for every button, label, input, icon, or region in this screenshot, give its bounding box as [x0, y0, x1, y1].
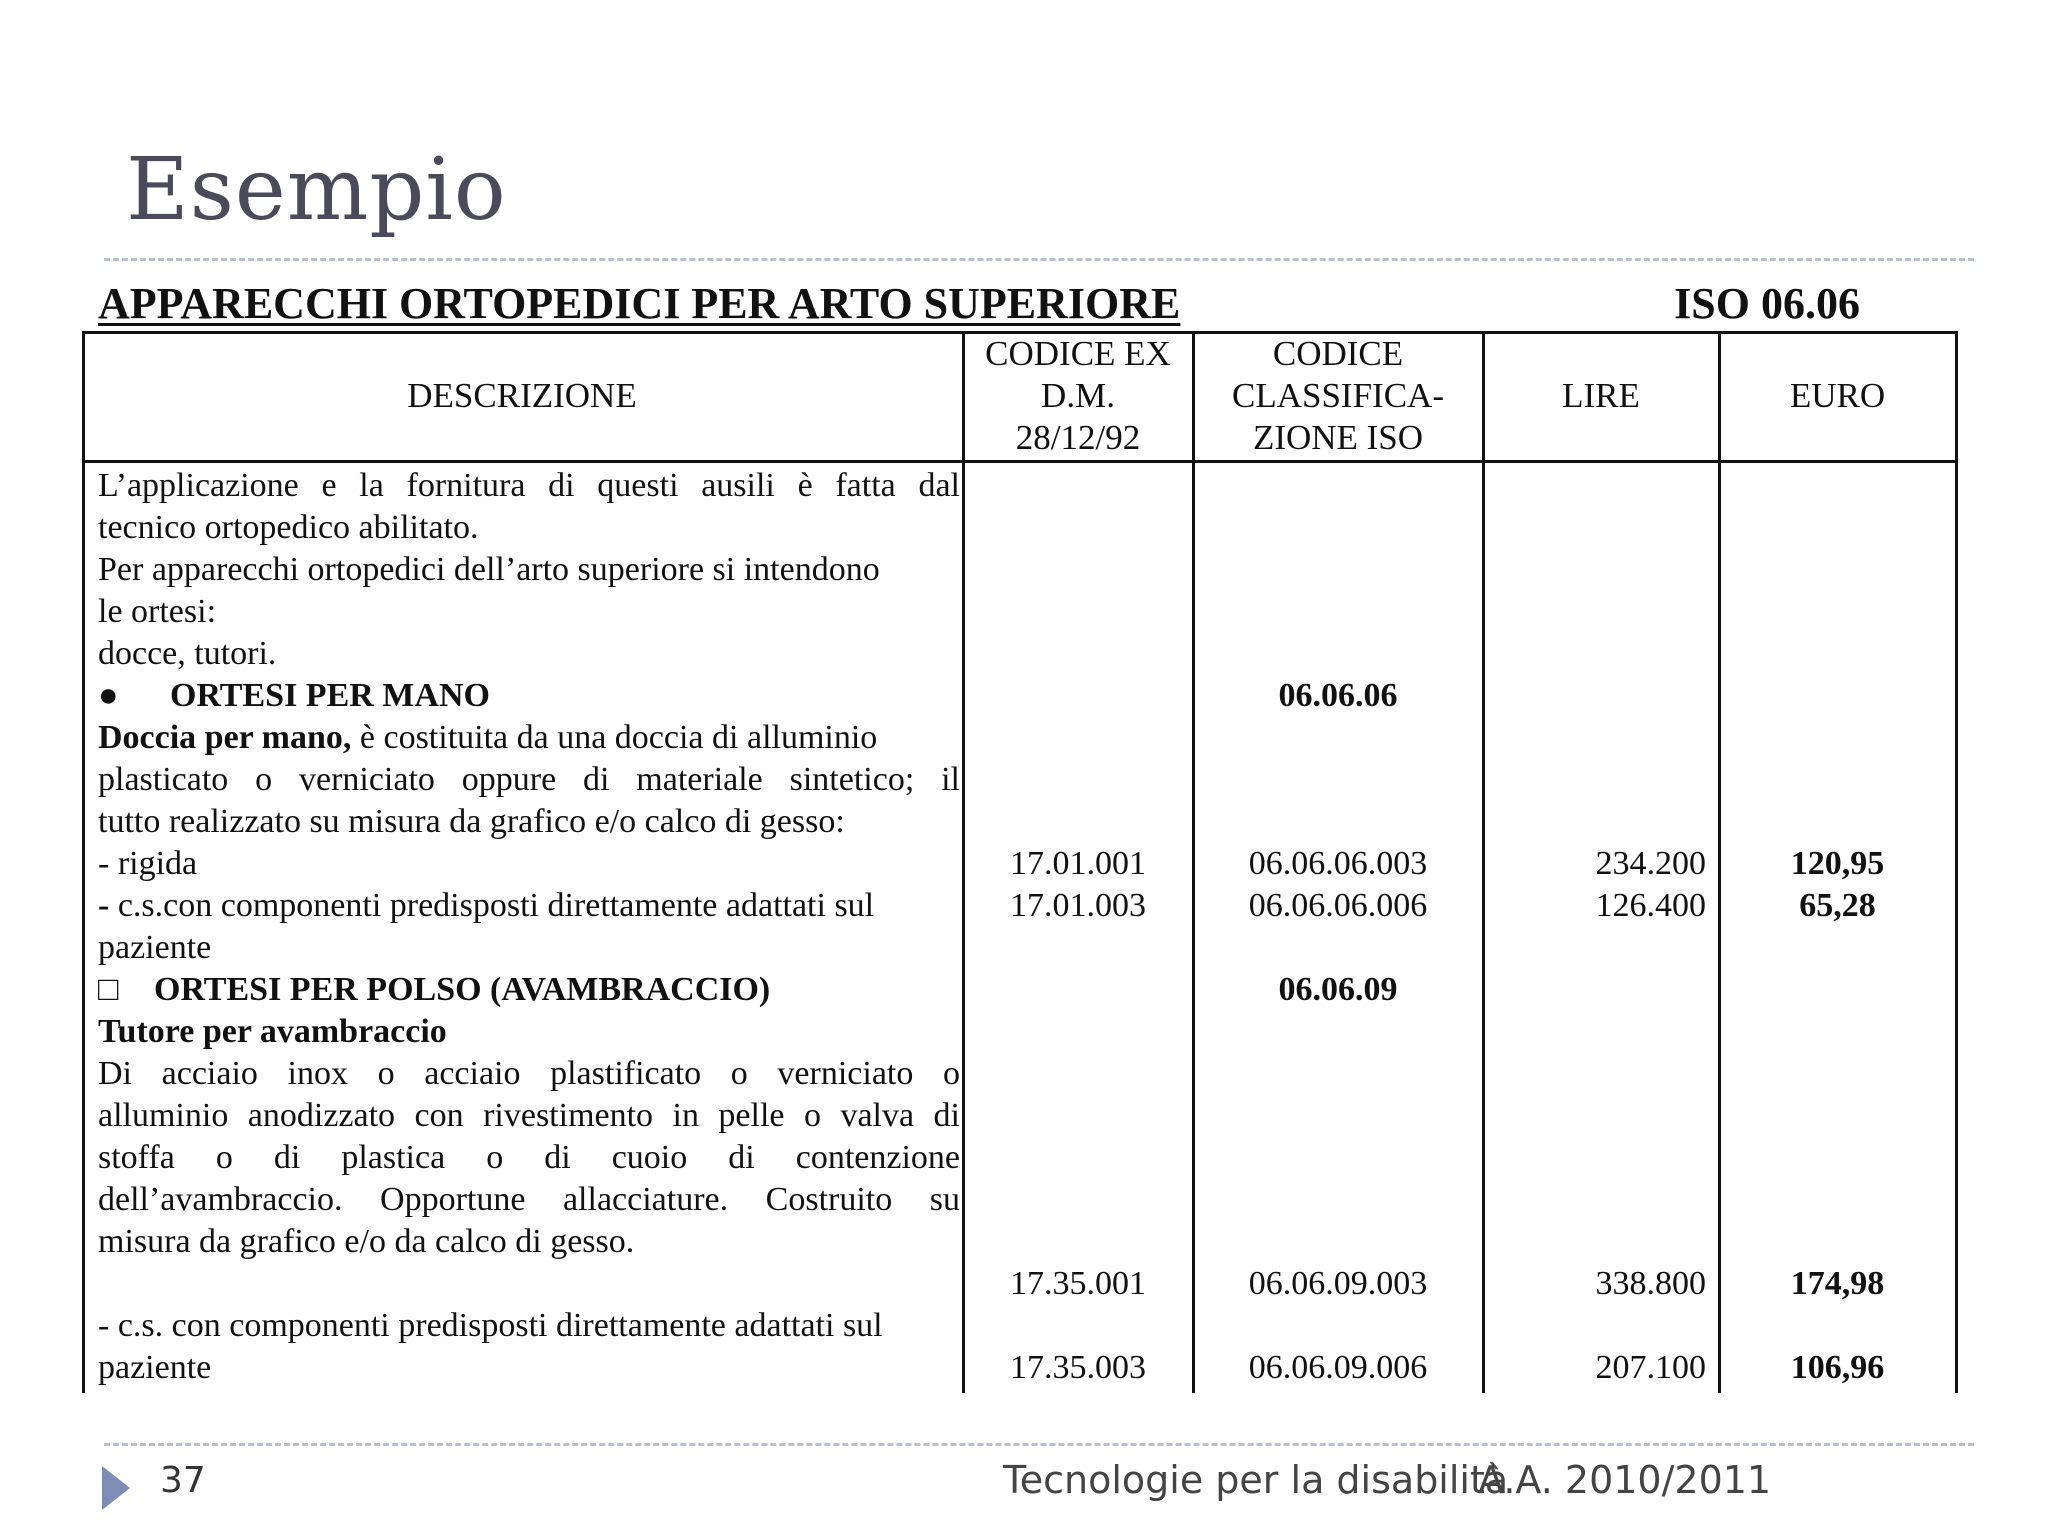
cell-codice-iso: 06.06.09.006	[1248, 1349, 1428, 1386]
row-cs-desc-cont: paziente	[98, 929, 212, 966]
price-table	[82, 331, 1958, 1393]
heading-text: APPARECCHI ORTOPEDICI PER ARTO SUPERIORE	[98, 279, 1181, 328]
intro-line: le ortesi:	[98, 593, 217, 630]
cell-codice-iso: 06.06.06.006	[1248, 887, 1428, 924]
table-border-left	[82, 331, 85, 1393]
row-cs2-desc: - c.s. con componenti predisposti direttamente adattati sul	[98, 1307, 883, 1344]
header-lire: LIRE	[1562, 376, 1640, 415]
doccia-line: tutto realizzato su misura da grafico e/o calco di gesso:	[98, 803, 845, 840]
row-rigida-desc: - rigida	[98, 845, 198, 882]
checkbox-bullet-icon: □	[98, 971, 119, 1008]
cell-codice-ex: 17.01.001	[1010, 845, 1146, 882]
play-arrow-icon	[102, 1466, 130, 1510]
section1-iso: 06.06.06	[1278, 677, 1398, 714]
table-border-right	[1955, 331, 1958, 1393]
cell-euro: 65,28	[1799, 887, 1876, 924]
cell-euro: 174,98	[1790, 1265, 1885, 1302]
tutore-line: stoffa o di plastica o di cuoio di contenzione	[98, 1139, 960, 1176]
dash: -	[98, 887, 110, 924]
section-ortesi-mano	[98, 675, 960, 717]
doccia-line	[98, 717, 960, 759]
tutore-line: dell’avambraccio. Opportune allacciature. Costruito su	[98, 1181, 960, 1218]
header-line: 28/12/92	[1015, 418, 1141, 457]
bullet-icon: ●	[98, 677, 119, 714]
header-line: CODICE EX	[985, 334, 1171, 373]
header-line: ZIONE ISO	[1252, 418, 1424, 457]
doccia-lead: Doccia per mano,	[98, 719, 352, 756]
title-divider	[104, 258, 1974, 261]
doccia-line: plasticato o verniciato oppure di materiale sintetico; il	[98, 761, 960, 798]
tutore-line: alluminio anodizzato con rivestimento in pelle o valva di	[98, 1097, 960, 1134]
slide-title: Esempio	[126, 140, 507, 240]
row-cs-text: c.s.con componenti predisposti direttamente adattati sul	[109, 887, 875, 924]
header-line: D.M.	[1041, 376, 1115, 415]
cell-lire: 126.400	[1595, 887, 1706, 924]
intro-line: tecnico ortopedico abilitato.	[98, 509, 479, 546]
header-line: CODICE	[1272, 334, 1404, 373]
tutore-title: Tutore per avambraccio	[98, 1013, 447, 1050]
doccia-rest: è costituita da una doccia di alluminio	[351, 719, 878, 756]
blank-line	[98, 1263, 960, 1305]
description-column	[98, 465, 960, 1389]
header-euro: EURO	[1789, 376, 1886, 415]
page-number: 37	[160, 1460, 206, 1501]
intro-line: Per apparecchi ortopedici dell’arto superiore si intendono	[98, 551, 880, 588]
heading-iso-code: ISO 06.06	[1674, 279, 1860, 328]
cell-lire: 338.800	[1595, 1265, 1706, 1302]
section-title: ORTESI PER MANO	[170, 677, 490, 714]
footer-divider	[104, 1443, 1974, 1446]
course-name: Tecnologie per la disabilità	[1003, 1458, 1509, 1502]
cell-codice-iso: 06.06.06.003	[1248, 845, 1428, 882]
document-heading	[98, 278, 1860, 329]
section-title: ORTESI PER POLSO (AVAMBRACCIO)	[154, 971, 771, 1008]
cell-euro: 106,96	[1790, 1349, 1885, 1386]
cell-lire: 207.100	[1595, 1349, 1706, 1386]
table-header-divider	[82, 460, 1958, 463]
header-codice-iso	[1194, 333, 1482, 459]
tutore-line: Di acciaio inox o acciaio plastificato o verniciato o	[98, 1055, 960, 1092]
cell-euro: 120,95	[1790, 845, 1885, 882]
cell-codice-ex: 17.01.003	[1010, 887, 1146, 924]
section2-iso: 06.06.09	[1278, 971, 1398, 1008]
row-cs-desc	[98, 885, 960, 927]
section-ortesi-polso	[98, 969, 960, 1011]
academic-year: A.A. 2010/2011	[1478, 1458, 1772, 1502]
intro-line: docce, tutori.	[98, 635, 277, 672]
header-descrizione: DESCRIZIONE	[407, 376, 637, 415]
cell-codice-iso: 06.06.09.003	[1248, 1265, 1428, 1302]
cell-lire: 234.200	[1595, 845, 1706, 882]
row-cs2-desc-cont: paziente	[98, 1349, 212, 1386]
cell-codice-ex: 17.35.001	[1010, 1265, 1146, 1302]
tutore-line: misura da grafico e/o da calco di gesso.	[98, 1223, 635, 1260]
cell-codice-ex: 17.35.003	[1010, 1349, 1146, 1386]
header-line: CLASSIFICA-	[1232, 376, 1444, 415]
intro-line: L’applicazione e la fornitura di questi ausili è fatta dal	[98, 467, 960, 504]
header-codice-ex	[964, 333, 1192, 459]
